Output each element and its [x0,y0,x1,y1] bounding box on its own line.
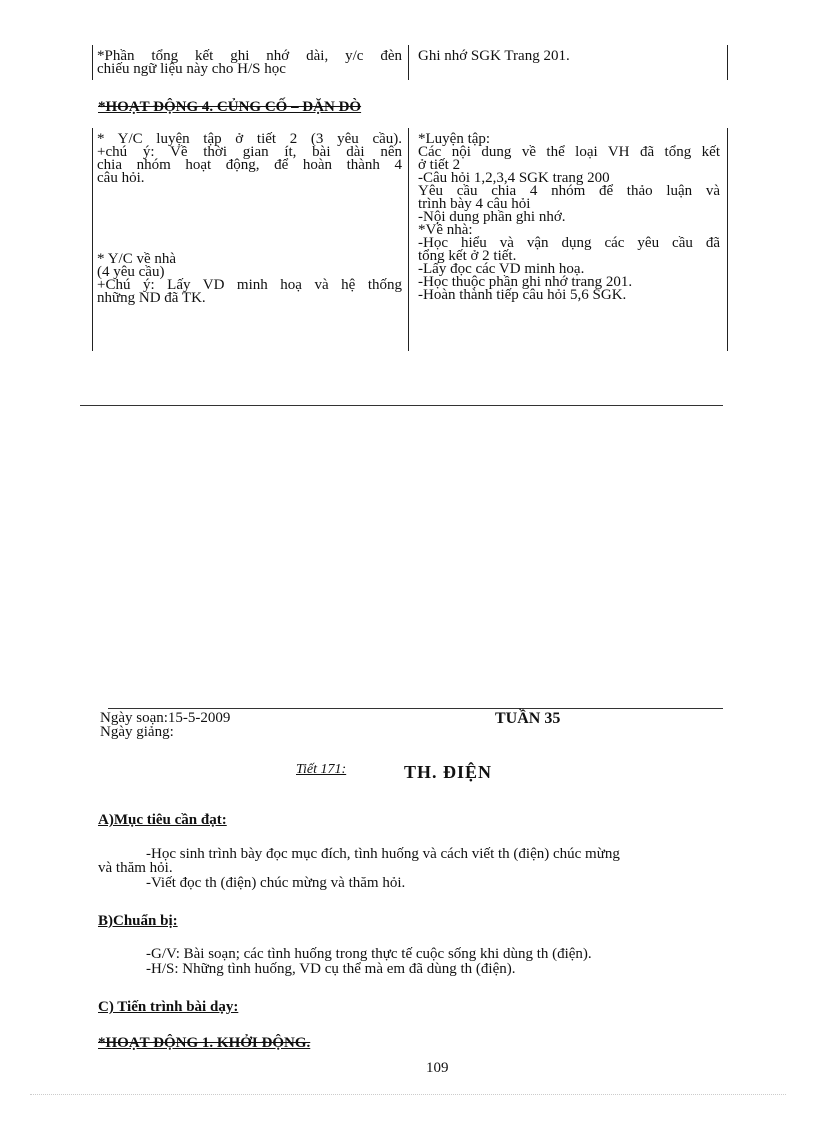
table1-right-cell [418,50,718,63]
section-b-line-2: -H/S: Những tình huống, VD cụ thể mà em đã dùng th (điện). [146,961,516,977]
heading-activity-1: *HOẠT ĐỘNG 1. KHỞI ĐỘNG. [98,1035,311,1051]
table2-left-line: * Y/C về nhà [97,251,177,267]
period-label: Tiết 171: [296,762,347,777]
table2-left-line: (4 yêu cầu) [97,264,165,280]
table2-left-line: câu hỏi. [97,170,145,186]
date-prepared: Ngày soạn:15-5-2009 [100,710,231,726]
section-a-line-1: -Học sinh trình bày đọc mục đích, tình huống và cách viết th (điện) chúc mừng [146,846,620,862]
table2-left-line: những ND đã TK. [97,290,206,306]
section-b-line-1: -G/V: Bài soạn; các tình huống trong thực tế cuộc sống khi dùng th (điện). [146,946,592,962]
table2-right-line: ở tiết 2 [418,157,461,173]
table2-right-line: -Học thuộc phần ghi nhớ trang 201. [418,274,633,290]
table1-left-cell [97,50,402,76]
table1-right-line: Ghi nhớ SGK Trang 201. [418,48,570,64]
section-a-line-2: -Viết đọc th (điện) chúc mừng và thăm hỏi. [146,875,406,891]
section-c-heading: C) Tiến trình bài dạy: [98,999,239,1015]
page-bottom-dotted-rule [30,1094,786,1095]
table1-left-line: chiếu ngữ liệu này cho H/S học [97,61,286,77]
table2-right-cell [418,133,720,302]
table2-left-line: chia nhóm hoạt động, để hoàn thành 4 [97,157,402,173]
table2-left-block-practice [97,133,402,185]
page-separator-rule [80,405,723,406]
heading-activity-4: *HOẠT ĐỘNG 4. CỦNG CỐ – DẶN DÒ [98,99,362,115]
table1-middle-border [408,45,409,80]
table2-left-line: +Chú ý: Lấy VD minh hoạ và hệ thống [97,277,402,293]
table2-middle-border [408,128,409,351]
table1-right-border [727,45,728,80]
section-a-heading: A)Mục tiêu cần đạt: [98,812,227,828]
section-a-line-1b: và thăm hỏi. [98,860,173,876]
section-b-heading: B)Chuẩn bị: [98,913,178,929]
table2-right-line: -Nội dung phần ghi nhớ. [418,209,566,225]
header-rule [108,708,723,709]
week-label: TUẦN 35 [495,710,561,727]
lesson-title: TH. ĐIỆN [404,762,493,782]
table2-right-line: -Hoàn thành tiếp câu hỏi 5,6 SGK. [418,287,627,303]
table2-right-line: -Lấy đọc các VD minh hoạ. [418,261,585,277]
page-number: 109 [426,1060,449,1076]
table2-right-line: trình bày 4 câu hỏi [418,196,531,212]
date-taught: Ngày giảng: [100,724,174,740]
table2-right-line: tổng kết ở 2 tiết. [418,248,517,264]
table2-right-border [727,128,728,351]
table2-right-line: -Câu hỏi 1,2,3,4 SGK trang 200 [418,170,610,186]
table2-right-line: *Luyện tập: [418,131,491,147]
table2-left-line: * Y/C luyện tập ở tiết 2 (3 yêu cầu). [97,131,402,147]
table1-left-border [92,45,93,80]
table2-right-line: Các nội dung về thể loại VH đã tổng kết [418,144,720,160]
table2-right-line: Yêu cầu chia 4 nhóm để thảo luận và [418,183,720,199]
table2-left-border [92,128,93,351]
table2-right-line: -Học hiểu và vận dụng các yêu cầu đã [418,235,720,251]
table1-left-line: *Phần tổng kết ghi nhớ dài, y/c đèn [97,48,402,64]
table2-right-line: *Về nhà: [418,222,473,238]
table2-left-line: +chú ý: Về thời gian ít, bài dài nên [97,144,402,160]
table2-left-block-homework [97,253,402,305]
